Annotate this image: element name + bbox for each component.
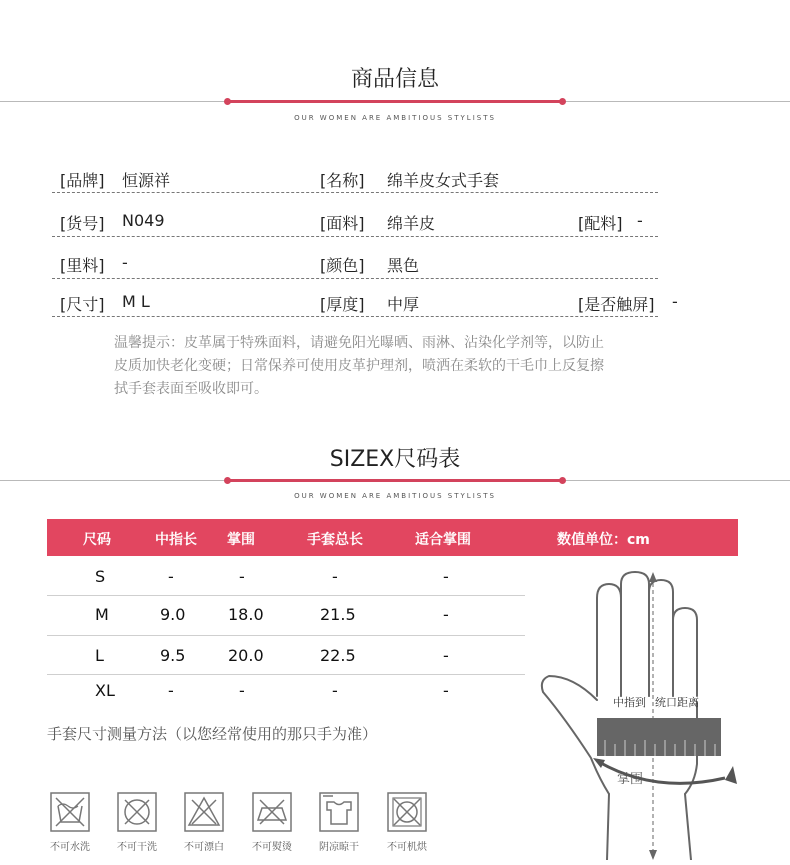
palm-measure-band — [597, 718, 721, 756]
lining-label: [里料] — [60, 256, 105, 275]
row-divider — [47, 595, 525, 596]
header-accent-line — [228, 479, 562, 482]
col-size: 尺码 — [83, 532, 111, 548]
cell: 22.5 — [320, 646, 356, 665]
cell-size: XL — [95, 681, 115, 700]
color-label: [颜色] — [320, 256, 365, 275]
cuff-distance-label: 统口距离 — [655, 696, 699, 709]
brand-value: 恒源祥 — [122, 171, 171, 190]
header-accent-line — [228, 100, 562, 103]
care-tip-line: 温馨提示：皮革属于特殊面料，请避免阳光曝晒、雨淋、沾染化学剂等，以防止 — [114, 335, 604, 351]
fabric-label: [面料] — [320, 214, 365, 233]
size-label: [尺寸] — [60, 295, 105, 314]
palm-label: 掌围 — [617, 772, 644, 787]
row-divider — [52, 236, 658, 237]
name-label: [名称] — [320, 171, 365, 190]
color-value: 黑色 — [387, 256, 420, 275]
row-divider — [52, 316, 658, 317]
touchscreen-label: [是否触屏] — [578, 295, 655, 314]
shade-dry-icon — [319, 792, 359, 832]
cell-size: S — [95, 567, 106, 586]
row-divider — [47, 674, 525, 675]
no-iron-icon — [252, 792, 292, 832]
accent-dot-right — [559, 98, 566, 105]
care-label: 不可机烘 — [387, 842, 427, 853]
care-label: 不可熨烫 — [252, 842, 292, 853]
cell: 9.5 — [160, 646, 186, 665]
cell: - — [332, 567, 338, 586]
sku-value: N049 — [122, 211, 165, 230]
lining-value: - — [122, 253, 128, 272]
measure-method-text: 手套尺寸测量方法（以您经常使用的那只手为准） — [47, 725, 378, 743]
product-info-title: 商品信息 — [350, 67, 439, 92]
care-label: 不可水洗 — [50, 842, 90, 853]
cell: - — [443, 605, 449, 624]
cell: 20.0 — [228, 646, 264, 665]
cell: 9.0 — [160, 605, 186, 624]
fabric-value: 绵羊皮 — [387, 214, 436, 233]
cell: - — [443, 567, 449, 586]
care-label: 不可漂白 — [184, 842, 224, 853]
no-bleach-icon — [184, 792, 224, 832]
thickness-label: [厚度] — [320, 295, 365, 314]
care-label: 阴凉晾干 — [319, 842, 359, 853]
sku-label: [货号] — [60, 214, 105, 233]
accessory-value: - — [637, 211, 643, 230]
tagline: OUR WOMEN ARE AMBITIOUS STYLISTS — [294, 492, 496, 500]
col-total-length: 手套总长 — [307, 532, 363, 548]
name-value: 绵羊皮女式手套 — [387, 171, 500, 190]
cell: - — [239, 567, 245, 586]
accent-dot-left — [224, 98, 231, 105]
no-wash-icon — [50, 792, 90, 832]
cell: 21.5 — [320, 605, 356, 624]
care-tip — [114, 332, 684, 401]
cell-size: L — [95, 646, 104, 665]
cell: - — [239, 681, 245, 700]
accent-dot-right — [559, 477, 566, 484]
cell: 18.0 — [228, 605, 264, 624]
thickness-value: 中厚 — [387, 295, 420, 314]
brand-label: [品牌] — [60, 171, 105, 190]
col-palm: 掌围 — [227, 532, 255, 548]
middle-finger-label: 中指到 — [613, 696, 646, 709]
accent-dot-left — [224, 477, 231, 484]
size-table-header — [47, 519, 738, 556]
col-fit-palm: 适合掌围 — [415, 532, 471, 548]
row-divider — [47, 635, 525, 636]
row-divider — [52, 192, 658, 193]
care-tip-line: 拭手套表面至吸收即可。 — [114, 381, 268, 397]
no-dry-clean-icon — [117, 792, 157, 832]
col-unit: 数值单位：cm — [557, 532, 650, 548]
cell-size: M — [95, 605, 109, 624]
row-divider — [52, 278, 658, 279]
accessory-label: [配料] — [578, 214, 623, 233]
col-middle-finger: 中指长 — [155, 532, 197, 548]
tagline: OUR WOMEN ARE AMBITIOUS STYLISTS — [294, 114, 496, 122]
size-value: M L — [122, 292, 150, 311]
care-label: 不可干洗 — [117, 842, 157, 853]
cell: - — [443, 646, 449, 665]
touchscreen-value: - — [672, 292, 678, 311]
cell: - — [443, 681, 449, 700]
cell: - — [168, 681, 174, 700]
cell: - — [332, 681, 338, 700]
care-tip-line: 皮质加快老化变硬；日常保养可使用皮革护理剂，喷洒在柔软的干毛巾上反复擦 — [114, 358, 604, 374]
hand-measure-diagram — [535, 568, 755, 860]
size-chart-title: SIZEX尺码表 — [329, 447, 461, 472]
cell: - — [168, 567, 174, 586]
no-tumble-dry-icon — [387, 792, 427, 832]
